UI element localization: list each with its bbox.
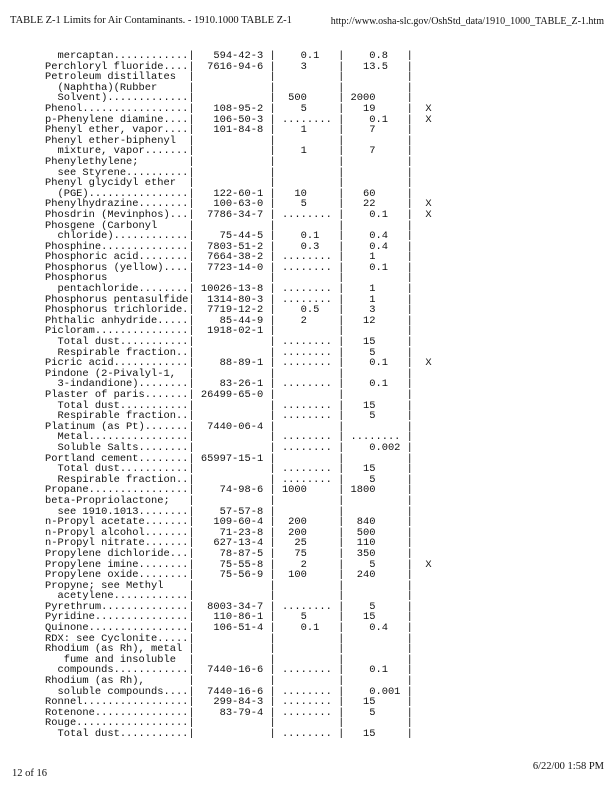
table-row: RDX: see Cyclonite.....| | | |: [45, 632, 426, 645]
table-row: Soluble Salts........| | ........ | 0.002 |: [45, 441, 426, 454]
table-row: Pyridine...............| 110-86-1 | 5 | 15 |: [45, 611, 426, 624]
table-row: Picric acid............| 88-89-1 | ........ | 0.1 | X: [45, 357, 432, 370]
table-row: Phenyl ether, vapor....| 101-84-8 | 1 | 7 |: [45, 124, 426, 137]
table-row: Phosgene (Carbonyl | | | |: [45, 219, 426, 232]
table-row: Phenol.................| 108-95-2 | 5 | 19 | X: [45, 102, 432, 115]
print-timestamp: 6/22/00 1:58 PM: [532, 761, 604, 772]
table-row: Plaster of paris.......| 26499-65-0 | | |: [45, 389, 426, 401]
table-row: Phenylhydrazine........| 100-63-0 | 5 | 22 | X: [45, 198, 432, 211]
table-row: Propyne; see Methyl | | | |: [45, 579, 426, 592]
table-row: n-Propyl acetate.......| 109-60-4 | 200 | 840 |: [45, 516, 426, 529]
table-row: p-Phenylene diamine....| 106-50-3 | ........ | 0.1 | X: [45, 113, 432, 126]
page-header-title: TABLE Z-1 Limits for Air Contaminants. - 1910.1000 TABLE Z-1: [10, 15, 292, 26]
table-row: Platinum (as Pt).......| 7440-06-4 | | |: [45, 420, 426, 433]
table-row: Phosphine..............| 7803-51-2 | 0.3 | 0.4 |: [45, 240, 426, 253]
table-row: n-Propyl nitrate.......| 627-13-4 | 25 | 110 |: [45, 537, 426, 550]
table-row: Phenylethylene; | | | |: [45, 155, 426, 168]
table-row: Propylene oxide........| 75-56-9 | 100 | 240 |: [45, 569, 426, 582]
table-row: Phosphorus | | | |: [45, 272, 426, 285]
table-row: Propane................| 74-98-6 | 1000 | 1800 |: [45, 484, 426, 497]
table-row: Total dust...........| | ........ | 15 |: [45, 728, 426, 740]
table-row: Petroleum distillates | | | |: [45, 71, 426, 84]
table-row: Quinone................| 106-51-4 | 0.1 | 0.4 |: [45, 622, 426, 635]
table-row: Metal................| | ........ | ........ |: [45, 431, 426, 444]
table-row: Propylene dichloride...| 78-87-5 | 75 | 350 |: [45, 547, 426, 560]
table-row: Phosdrin (Mevinphos)...| 7786-34-7 | ........ | 0.1 | X: [45, 208, 432, 221]
page-header-url: http://www.osha-slc.gov/OshStd_data/1910_1000_TABLE_Z-1.htm: [330, 16, 604, 27]
table-row: acetylene............| | | |: [45, 590, 426, 603]
table-row: Phosphorus trichloride.| 7719-12-2 | 0.5 | 3 |: [45, 304, 426, 317]
table-row: Perchloryl fluoride....| 7616-94-6 | 3 | 13.5 |: [45, 60, 426, 73]
table-row: compounds............| 7440-16-6 | ........ | 0.1 |: [45, 664, 426, 677]
table-row: n-Propyl alcohol.......| 71-23-8 | 200 | 500 |: [45, 526, 426, 539]
table-row: Pindone (2-Pivalyl-1, | | | |: [45, 367, 426, 380]
table-row: Propylene imine........| 75-55-8 | 2 | 5 | X: [45, 558, 432, 571]
table-row: Solvent).............| | 500 | 2000 |: [45, 92, 426, 105]
table-row: Pyrethrum..............| 8003-34-7 | ........ | 5 |: [45, 600, 426, 613]
table-row: see 1910.1013........| 57-57-8 | | |: [45, 505, 426, 518]
table-row: Ronnel.................| 299-84-3 | ........ | 15 |: [45, 696, 426, 709]
table-row: Portland cement........| 65997-15-1 | | |: [45, 452, 426, 465]
table-row: pentachloride........| 10026-13-8 | ........ | 1 |: [45, 283, 426, 296]
table-row: see Styrene..........| | | |: [45, 166, 426, 179]
table-row: Rouge..................| | | |: [45, 717, 426, 730]
table-row: Rotenone...............| 83-79-4 | ........ | 5 |: [45, 706, 426, 719]
table-row: Phenyl ether-biphenyl | | | |: [45, 134, 426, 147]
table-row: beta-Propriolactone; | | | |: [45, 494, 426, 507]
table-row: Rhodium (as Rh), metal | | | |: [45, 643, 426, 656]
table-row: Rhodium (as Rh), | | | |: [45, 675, 426, 688]
table-row: Phosphorus pentasulfide| 1314-80-3 | ........ | 1 |: [45, 293, 426, 306]
table-row: Total dust...........| | ........ | 15 |: [45, 399, 426, 412]
table-row: mixture, vapor.......| | 1 | 7 |: [45, 145, 426, 158]
table-row: Phthalic anhydride.....| 85-44-9 | 2 | 12 |: [45, 314, 426, 327]
table-row: soluble compounds....| 7440-16-6 | ........ | 0.001 |: [45, 685, 426, 698]
table-row: chloride)............| 75-44-5 | 0.1 | 0.4 |: [45, 230, 426, 243]
table-row: 3-indandione)........| 83-26-1 | ........ | 0.1 |: [45, 378, 426, 391]
table-row: mercaptan............| 594-42-3 | 0.1 | 0.8 |: [45, 50, 426, 62]
table-row: Respirable fraction..| | ........ | 5 |: [45, 346, 426, 359]
contaminants-table: [45, 51, 432, 740]
table-row: Respirable fraction..| | ........ | 5 |: [45, 410, 426, 423]
table-row: Picloram...............| 1918-02-1 | | |: [45, 325, 426, 338]
table-row: (PGE)................| 122-60-1 | 10 | 60 |: [45, 187, 426, 200]
table-row: Phosphorus (yellow)....| 7723-14-0 | ........ | 0.1 |: [45, 261, 426, 274]
table-row: Phosphoric acid........| 7664-38-2 | ........ | 1 |: [45, 251, 426, 264]
page-number: 12 of 16: [12, 768, 47, 779]
table-row: fume and insoluble | | | |: [45, 653, 426, 666]
table-row: Phenyl glycidyl ether | | | |: [45, 177, 426, 190]
table-row: Total dust...........| | ........ | 15 |: [45, 336, 426, 349]
table-row: (Naphtha)(Rubber | | | |: [45, 81, 426, 94]
table-row: Total dust...........| | ........ | 15 |: [45, 463, 426, 476]
table-row: Respirable fraction..| | ........ | 5 |: [45, 473, 426, 486]
